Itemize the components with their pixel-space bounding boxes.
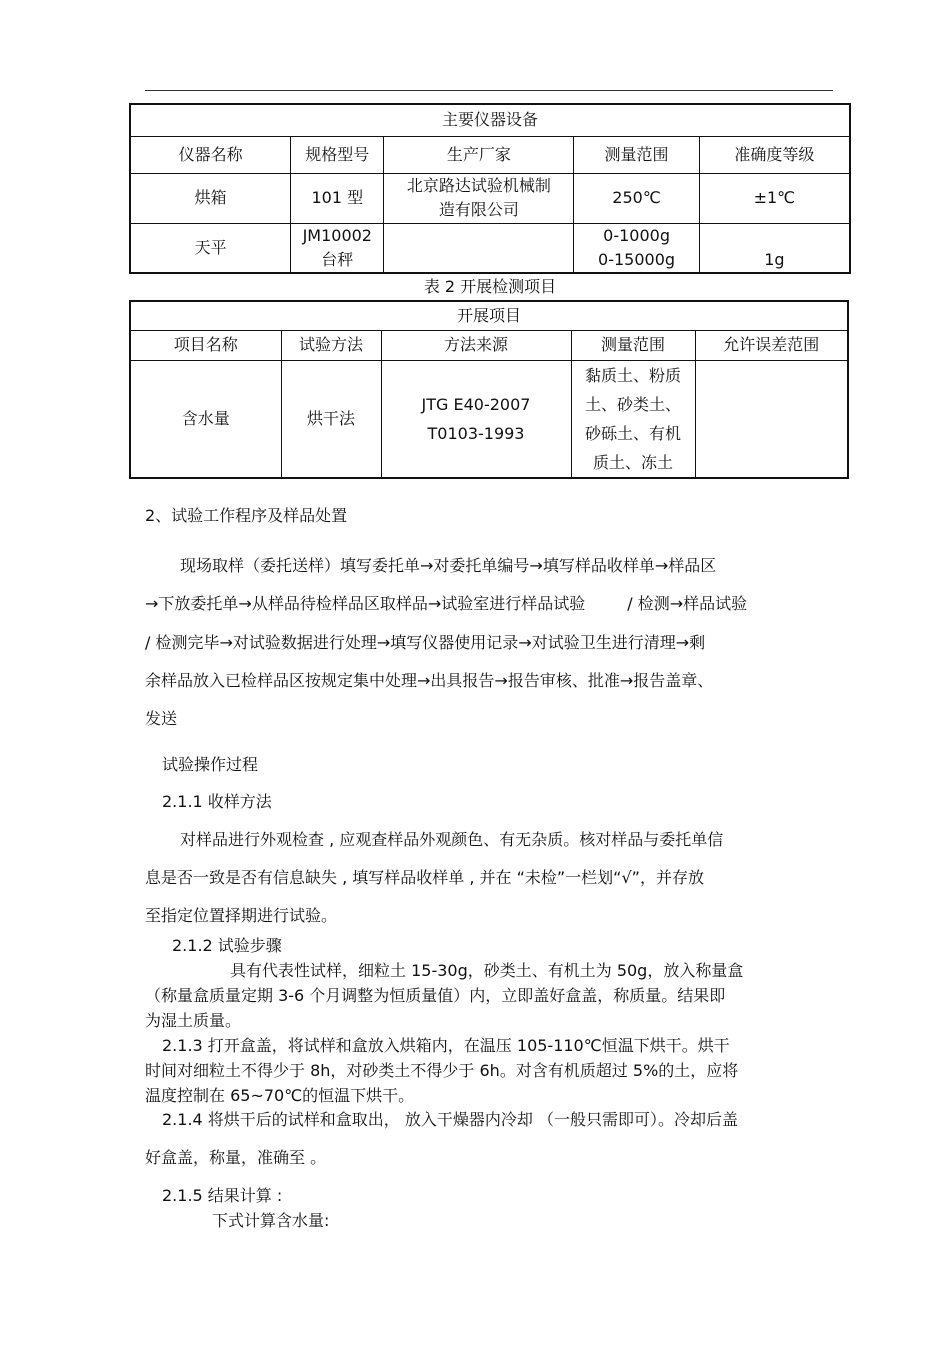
cell-name: 天平: [130, 223, 291, 273]
cell-model: JM10002 台秤: [291, 223, 384, 273]
equipment-table-title: 主要仪器设备: [130, 104, 850, 136]
procedure-line: 现场取样（委托送样）填写委托单→对委托单编号→填写样品收样单→样品区: [180, 556, 717, 575]
s212-heading: 2.1.2 试验步骤: [172, 936, 282, 955]
s214-line: 好盒盖，称量，准确至 。: [145, 1148, 327, 1167]
header-cell: 方法来源: [381, 330, 571, 360]
header-cell: 试验方法: [281, 330, 381, 360]
header-cell: 准确度等级: [699, 136, 850, 173]
cell-accuracy: 1g: [699, 223, 850, 273]
table2-caption: 表 2 开展检测项目: [423, 277, 557, 296]
cell-method: 烘干法: [281, 360, 381, 478]
s212-line: 具有代表性试样，细粒土 15-30g，砂类土、有机土为 50g，放入称量盒: [230, 961, 744, 980]
s211-line: 至指定位置择期进行试验。: [145, 906, 338, 925]
header-rule: [145, 90, 833, 91]
header-cell: 项目名称: [130, 330, 281, 360]
cell-maker: [384, 223, 574, 273]
cell-range: 250℃: [574, 173, 699, 223]
procedure-line: →下放委托单→从样品待检样品区取样品→试验室进行样品试验 / 检测→样品试验: [145, 594, 748, 613]
s213-line: 2.1.3 打开盒盖，将试样和盒放入烘箱内，在温压 105-110℃恒温下烘干。烘干: [162, 1036, 730, 1055]
procedure-line: 发送: [145, 709, 178, 728]
cell-source: JTG E40-2007 T0103-1993: [381, 360, 571, 478]
s213-line: 温度控制在 65~70℃的恒温下烘干。: [145, 1086, 415, 1105]
header-cell: 允许误差范围: [695, 330, 848, 360]
procedure-line: / 检测完毕→对试验数据进行处理→填写仪器使用记录→对试验卫生进行清理→剩: [145, 633, 706, 652]
s215-heading: 2.1.5 结果计算 :: [162, 1186, 283, 1205]
s211-line: 息是否一致是否有信息缺失 , 填写样品收样单 , 并在 “未检”一栏划“√”，并存放: [145, 868, 704, 887]
section2-heading: 2、试验工作程序及样品处置: [145, 506, 348, 525]
equipment-table: [129, 103, 851, 274]
header-cell: 测量范围: [571, 330, 695, 360]
header-cell: 生产厂家: [384, 136, 574, 173]
cell-item-name: 含水量: [130, 360, 281, 478]
process-heading: 试验操作过程: [162, 755, 259, 774]
cell-range: 0-1000g 0-15000g: [574, 223, 699, 273]
s215-line: 下式计算含水量:: [212, 1211, 330, 1230]
s212-line: （称量盒质量定期 3-6 个月调整为恒质量值）内，立即盖好盒盖，称质量。结果即: [145, 986, 726, 1005]
procedure-line: 余样品放入已检样品区按规定集中处理→出具报告→报告审核、批准→报告盖章、: [145, 671, 714, 690]
cell-tolerance: [695, 360, 848, 478]
s211-heading: 2.1.1 收样方法: [162, 792, 272, 811]
s214-line: 2.1.4 将烘干后的试样和盒取出， 放入干燥器内冷却 （一般只需即可）。冷却后盖: [162, 1110, 738, 1129]
s211-line: 对样品进行外观检查 , 应观查样品外观颜色、有无杂质。核对样品与委托单信: [180, 830, 724, 849]
test-items-table-title: 开展项目: [130, 301, 848, 330]
cell-model: 101 型: [291, 173, 384, 223]
header-cell: 测量范围: [574, 136, 699, 173]
cell-name: 烘箱: [130, 173, 291, 223]
cell-accuracy: ±1℃: [699, 173, 850, 223]
s212-line: 为湿土质量。: [145, 1011, 242, 1030]
header-cell: 仪器名称: [130, 136, 291, 173]
s213-line: 时间对细粒土不得少于 8h，对砂类土不得少于 6h。对含有机质超过 5%的土，应将: [145, 1061, 739, 1080]
test-items-table: [129, 300, 849, 479]
header-cell: 规格型号: [291, 136, 384, 173]
cell-maker: 北京路达试验机械制 造有限公司: [384, 173, 574, 223]
cell-range: 黏质土、粉质 土、砂类土、 砂砾土、有机 质土、冻土: [571, 360, 695, 478]
